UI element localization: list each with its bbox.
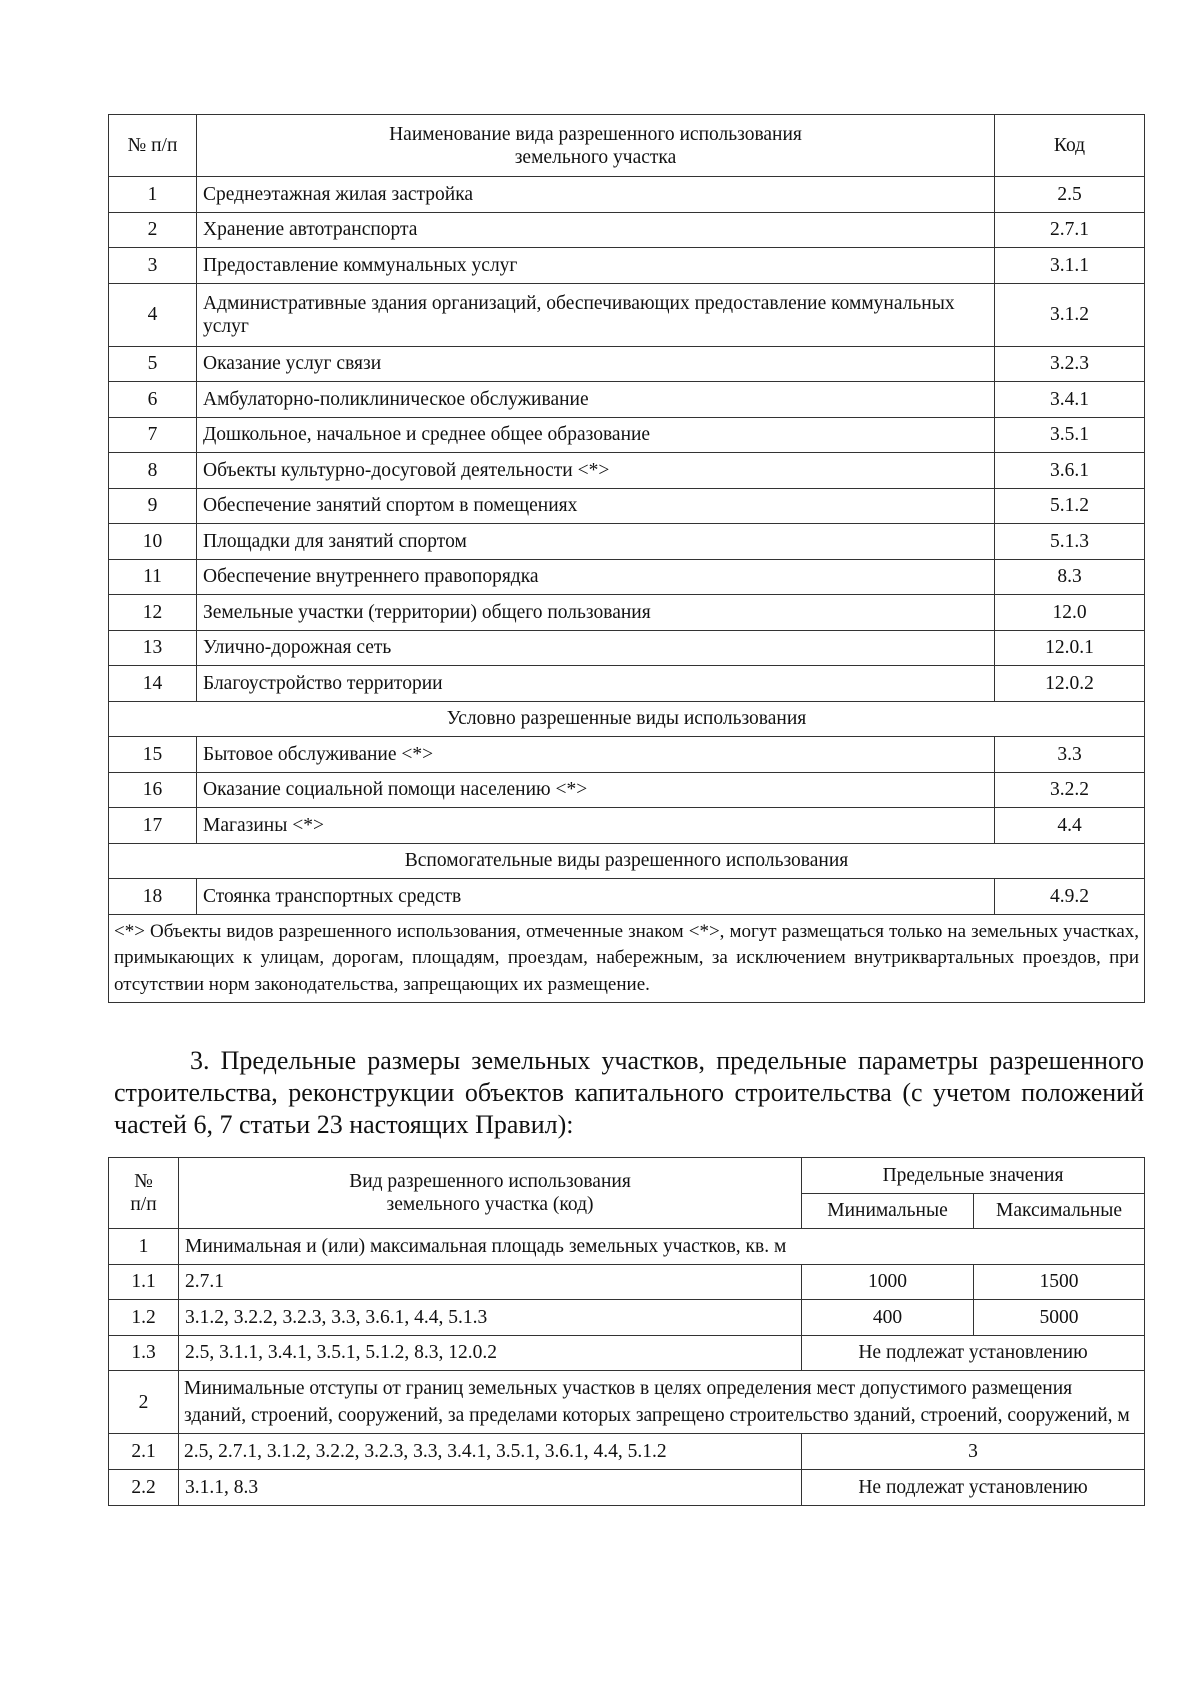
footnote-text: <*> Объекты видов разрешенного использования, отмеченные знаком <*>, могут размещаться только на земельных участках, примыкающих к улицам, дорогам, площадям, проездам, набережным, за исключением внутриквартальных проездов, при отсутствии норм законодательства, запрещающих их размещение.: [109, 914, 1145, 1003]
table-row: [109, 177, 1145, 213]
row-num: 8: [109, 453, 197, 489]
table-row: [109, 346, 1145, 382]
row-num: 2: [109, 1371, 179, 1434]
row-num: 12: [109, 595, 197, 631]
row-code: 3.1.1: [995, 248, 1145, 284]
table-row: [109, 808, 1145, 844]
row-name: Оказание социальной помощи населению <*>: [197, 772, 995, 808]
row-value: Не подлежат установлению: [802, 1470, 1145, 1506]
row-num: 14: [109, 666, 197, 702]
row-num: 1.3: [109, 1335, 179, 1371]
header-type-line1: Вид разрешенного использования: [349, 1171, 631, 1192]
row-num: 16: [109, 772, 197, 808]
row-code: 8.3: [995, 559, 1145, 595]
row-num: 6: [109, 382, 197, 418]
row-heading: Минимальная и (или) максимальная площадь земельных участков, кв. м: [179, 1229, 1145, 1265]
row-num: 10: [109, 524, 197, 560]
row-code: 3.2.3: [995, 346, 1145, 382]
table-row: [109, 1264, 1145, 1300]
header-num: № п/п: [109, 115, 197, 177]
table-row: [109, 453, 1145, 489]
header-code: Код: [995, 115, 1145, 177]
row-code: 5.1.3: [995, 524, 1145, 560]
row-code: 3.6.1: [995, 453, 1145, 489]
section-row-conditional: [109, 701, 1145, 737]
row-code: 3.4.1: [995, 382, 1145, 418]
header-min: Минимальные: [802, 1193, 974, 1229]
header-type: [179, 1158, 802, 1229]
row-num: 15: [109, 737, 197, 773]
row-name: Благоустройство территории: [197, 666, 995, 702]
row-num: 1.2: [109, 1300, 179, 1336]
row-name: Улично-дорожная сеть: [197, 630, 995, 666]
row-name: Бытовое обслуживание <*>: [197, 737, 995, 773]
conditional-uses-rows: [109, 737, 1145, 844]
table-row: [109, 595, 1145, 631]
row-num: 2.2: [109, 1470, 179, 1506]
row-name: Среднеэтажная жилая застройка: [197, 177, 995, 213]
header-num-line1: №: [134, 1171, 153, 1192]
row-code: 4.9.2: [995, 879, 1145, 915]
row-code: 3.5.1: [995, 417, 1145, 453]
section-title-auxiliary: Вспомогательные виды разрешенного использования: [109, 843, 1145, 879]
row-code: 5.1.2: [995, 488, 1145, 524]
table-header-row: [109, 115, 1145, 177]
table-row: [109, 212, 1145, 248]
row-codes: 2.7.1: [179, 1264, 802, 1300]
row-num: 3: [109, 248, 197, 284]
header-name: [197, 115, 995, 177]
row-min: 400: [802, 1300, 974, 1336]
table-row: [109, 248, 1145, 284]
limits-table: [108, 1157, 1145, 1506]
row-num: 2: [109, 212, 197, 248]
table-row: [109, 666, 1145, 702]
note-row: [109, 914, 1145, 1003]
row-num: 1: [109, 177, 197, 213]
section-row-auxiliary: [109, 843, 1145, 879]
row-code: 3.1.2: [995, 283, 1145, 346]
table-row: [109, 1470, 1145, 1506]
main-uses-rows: [109, 177, 1145, 702]
row-num: 1.1: [109, 1264, 179, 1300]
row-num: 1: [109, 1229, 179, 1265]
row-code: 12.0.1: [995, 630, 1145, 666]
row-name: Дошкольное, начальное и среднее общее образование: [197, 417, 995, 453]
header-num-line2: п/п: [130, 1194, 157, 1215]
section-title-conditional: Условно разрешенные виды использования: [109, 701, 1145, 737]
header-name-line2: земельного участка: [514, 146, 677, 168]
row-code: 3.2.2: [995, 772, 1145, 808]
row-num: 4: [109, 283, 197, 346]
row-code: 12.0: [995, 595, 1145, 631]
row-value: Не подлежат установлению: [802, 1335, 1145, 1371]
row-code: 2.5: [995, 177, 1145, 213]
table-row: [109, 488, 1145, 524]
row-num: 5: [109, 346, 197, 382]
row-name: Амбулаторно-поликлиническое обслуживание: [197, 382, 995, 418]
row-num: 17: [109, 808, 197, 844]
row-name: Обеспечение занятий спортом в помещениях: [197, 488, 995, 524]
header-max: Максимальные: [974, 1193, 1145, 1229]
row-name: Оказание услуг связи: [197, 346, 995, 382]
table-row: [109, 524, 1145, 560]
row-name: Магазины <*>: [197, 808, 995, 844]
row-num: 18: [109, 879, 197, 915]
row-codes: 2.5, 3.1.1, 3.4.1, 3.5.1, 5.1.2, 8.3, 12.0.2: [179, 1335, 802, 1371]
row-name: Земельные участки (территории) общего пользования: [197, 595, 995, 631]
header-name-line1: Наименование вида разрешенного использования: [389, 123, 802, 145]
table-row: [109, 283, 1145, 346]
row-num: 7: [109, 417, 197, 453]
row-num: 13: [109, 630, 197, 666]
row-max: 5000: [974, 1300, 1145, 1336]
table-row: [109, 1300, 1145, 1336]
table-row: [109, 1335, 1145, 1371]
row-codes: 3.1.2, 3.2.2, 3.2.3, 3.3, 3.6.1, 4.4, 5.1.3: [179, 1300, 802, 1336]
row-name: Предоставление коммунальных услуг: [197, 248, 995, 284]
auxiliary-uses-rows: [109, 879, 1145, 915]
row-name: Площадки для занятий спортом: [197, 524, 995, 560]
row-code: 4.4: [995, 808, 1145, 844]
header-type-line2: земельного участка (код): [386, 1194, 594, 1215]
limits-header-row-1: [109, 1158, 1145, 1194]
row-heading: Минимальные отступы от границ земельных участков в целях определения мест допустимого размещения зданий, строений, сооружений, за пределами которых запрещено строительство зданий, строений, сооружений, м: [179, 1371, 1145, 1434]
table-row: [109, 382, 1145, 418]
row-max: 1500: [974, 1264, 1145, 1300]
table-row: [109, 630, 1145, 666]
table-row: [109, 1229, 1145, 1265]
row-min: 1000: [802, 1264, 974, 1300]
table-row: [109, 417, 1145, 453]
section-3-paragraph: 3. Предельные размеры земельных участков, предельные параметры разрешенного строительства, реконструкции объектов капитального строительства (с учетом положений частей 6, 7 статьи 23 настоящих Правил):: [114, 1046, 1144, 1139]
header-limits: Предельные значения: [802, 1158, 1145, 1194]
row-code: 12.0.2: [995, 666, 1145, 702]
table-row: [109, 559, 1145, 595]
row-codes: 2.5, 2.7.1, 3.1.2, 3.2.2, 3.2.3, 3.3, 3.4.1, 3.5.1, 3.6.1, 4.4, 5.1.2: [179, 1434, 802, 1470]
table-row: [109, 879, 1145, 915]
row-num: 9: [109, 488, 197, 524]
row-name: Обеспечение внутреннего правопорядка: [197, 559, 995, 595]
row-code: 2.7.1: [995, 212, 1145, 248]
row-value: 3: [802, 1434, 1145, 1470]
row-code: 3.3: [995, 737, 1145, 773]
row-num: 2.1: [109, 1434, 179, 1470]
row-name: Административные здания организаций, обеспечивающих предоставление коммунальных услуг: [197, 283, 995, 346]
row-name: Хранение автотранспорта: [197, 212, 995, 248]
row-codes: 3.1.1, 8.3: [179, 1470, 802, 1506]
row-num: 11: [109, 559, 197, 595]
table-row: [109, 737, 1145, 773]
table-row: [109, 772, 1145, 808]
row-name: Объекты культурно-досуговой деятельности <*>: [197, 453, 995, 489]
table-row: [109, 1371, 1145, 1434]
permitted-uses-table: [108, 114, 1145, 1003]
limits-rows: [109, 1229, 1145, 1506]
header-num: [109, 1158, 179, 1229]
row-name: Стоянка транспортных средств: [197, 879, 995, 915]
table-row: [109, 1434, 1145, 1470]
